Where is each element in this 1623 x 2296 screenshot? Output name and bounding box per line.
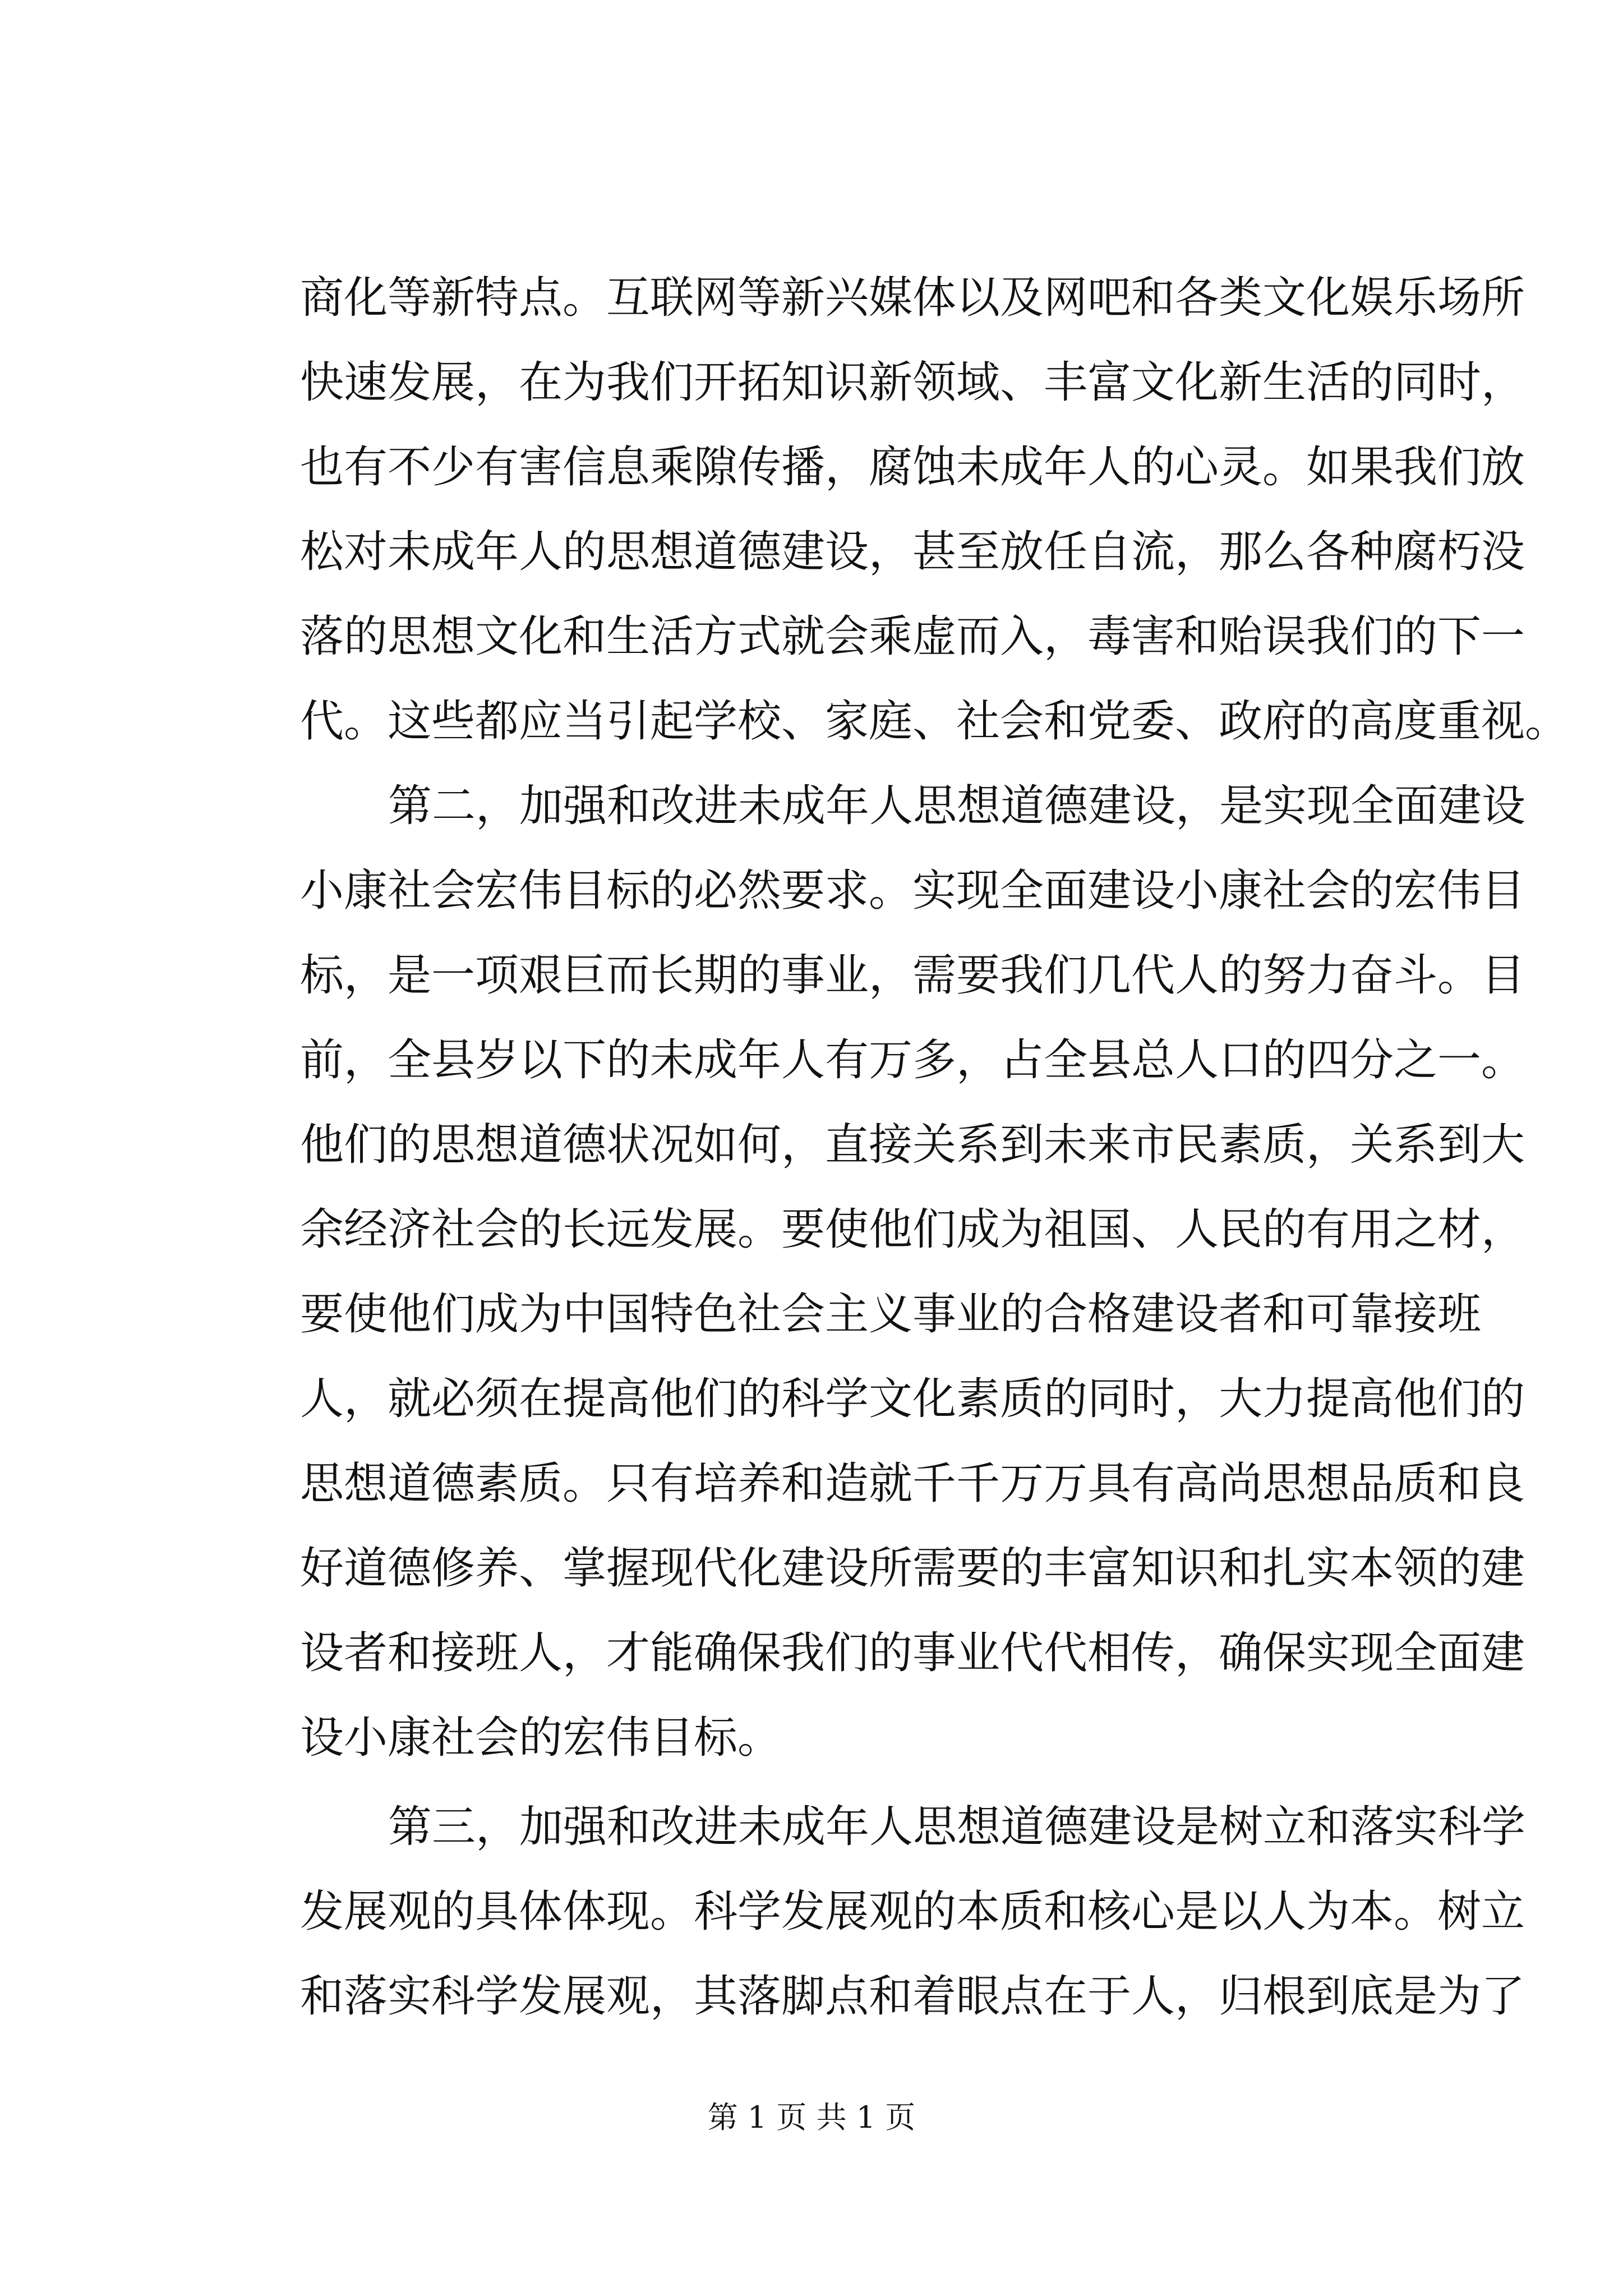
- paragraph: [300, 764, 1526, 1780]
- text-line: 好道德修养、掌握现代化建设所需要的丰富知识和扎实本领的建: [300, 1543, 1525, 1594]
- text-line: 快速发展，在为我们开拓知识新领域、丰富文化新生活的同时，: [300, 357, 1525, 408]
- text-line: 落的思想文化和生活方式就会乘虚而入，毒害和贻误我们的下一: [300, 611, 1525, 662]
- text-line: 前，全县岁以下的未成年人有万多，占全县总人口的四分之一。: [300, 1035, 1525, 1085]
- paragraph-gap: [300, 1780, 1416, 1785]
- text-line: 标，是一项艰巨而长期的事业，需要我们几代人的努力奋斗。目: [300, 950, 1525, 1001]
- text-line: 和落实科学发展观，其落脚点和着眼点在于人，归根到底是为了: [300, 1971, 1525, 2022]
- paragraph: [300, 256, 1569, 764]
- text-line: 第二，加强和改进未成年人思想道德建设，是实现全面建设: [388, 781, 1526, 831]
- text-line: 小康社会宏伟目标的必然要求。实现全面建设小康社会的宏伟目: [300, 866, 1525, 916]
- text-line: 也有不少有害信息乘隙传播，腐蚀未成年人的心灵。如果我们放: [300, 442, 1525, 493]
- body-text: [300, 256, 1569, 2039]
- text-line: 他们的思想道德状况如何，直接关系到未来市民素质，关系到大: [300, 1120, 1525, 1170]
- page-number-footer: 第 1 页 共 1 页: [707, 2100, 916, 2135]
- text-line: 设小康社会的宏伟目标。: [300, 1713, 782, 1763]
- text-line: 余经济社会的长远发展。要使他们成为祖国、人民的有用之材，: [300, 1204, 1525, 1255]
- text-line: 要使他们成为中国特色社会主义事业的合格建设者和可靠接班: [300, 1289, 1482, 1340]
- text-line: 商化等新特点。互联网等新兴媒体以及网吧和各类文化娱乐场所: [300, 273, 1525, 323]
- text-line: 第三，加强和改进未成年人思想道德建设是树立和落实科学: [388, 1802, 1526, 1852]
- text-line: 设者和接班人，才能确保我们的事业代代相传，确保实现全面建: [300, 1628, 1525, 1678]
- text-line: 人，就必须在提高他们的科学文化素质的同时，大力提高他们的: [300, 1374, 1525, 1424]
- text-line: 思想道德素质。只有培养和造就千千万万具有高尚思想品质和良: [300, 1458, 1525, 1509]
- paragraph: [300, 1785, 1526, 2039]
- text-line: 发展观的具体体现。科学发展观的本质和核心是以人为本。树立: [300, 1887, 1525, 1937]
- text-line: 代。这些都应当引起学校、家庭、社会和党委、政府的高度重视。: [300, 696, 1569, 747]
- text-line: 松对未成年人的思想道德建设，甚至放任自流，那么各种腐朽没: [300, 527, 1525, 577]
